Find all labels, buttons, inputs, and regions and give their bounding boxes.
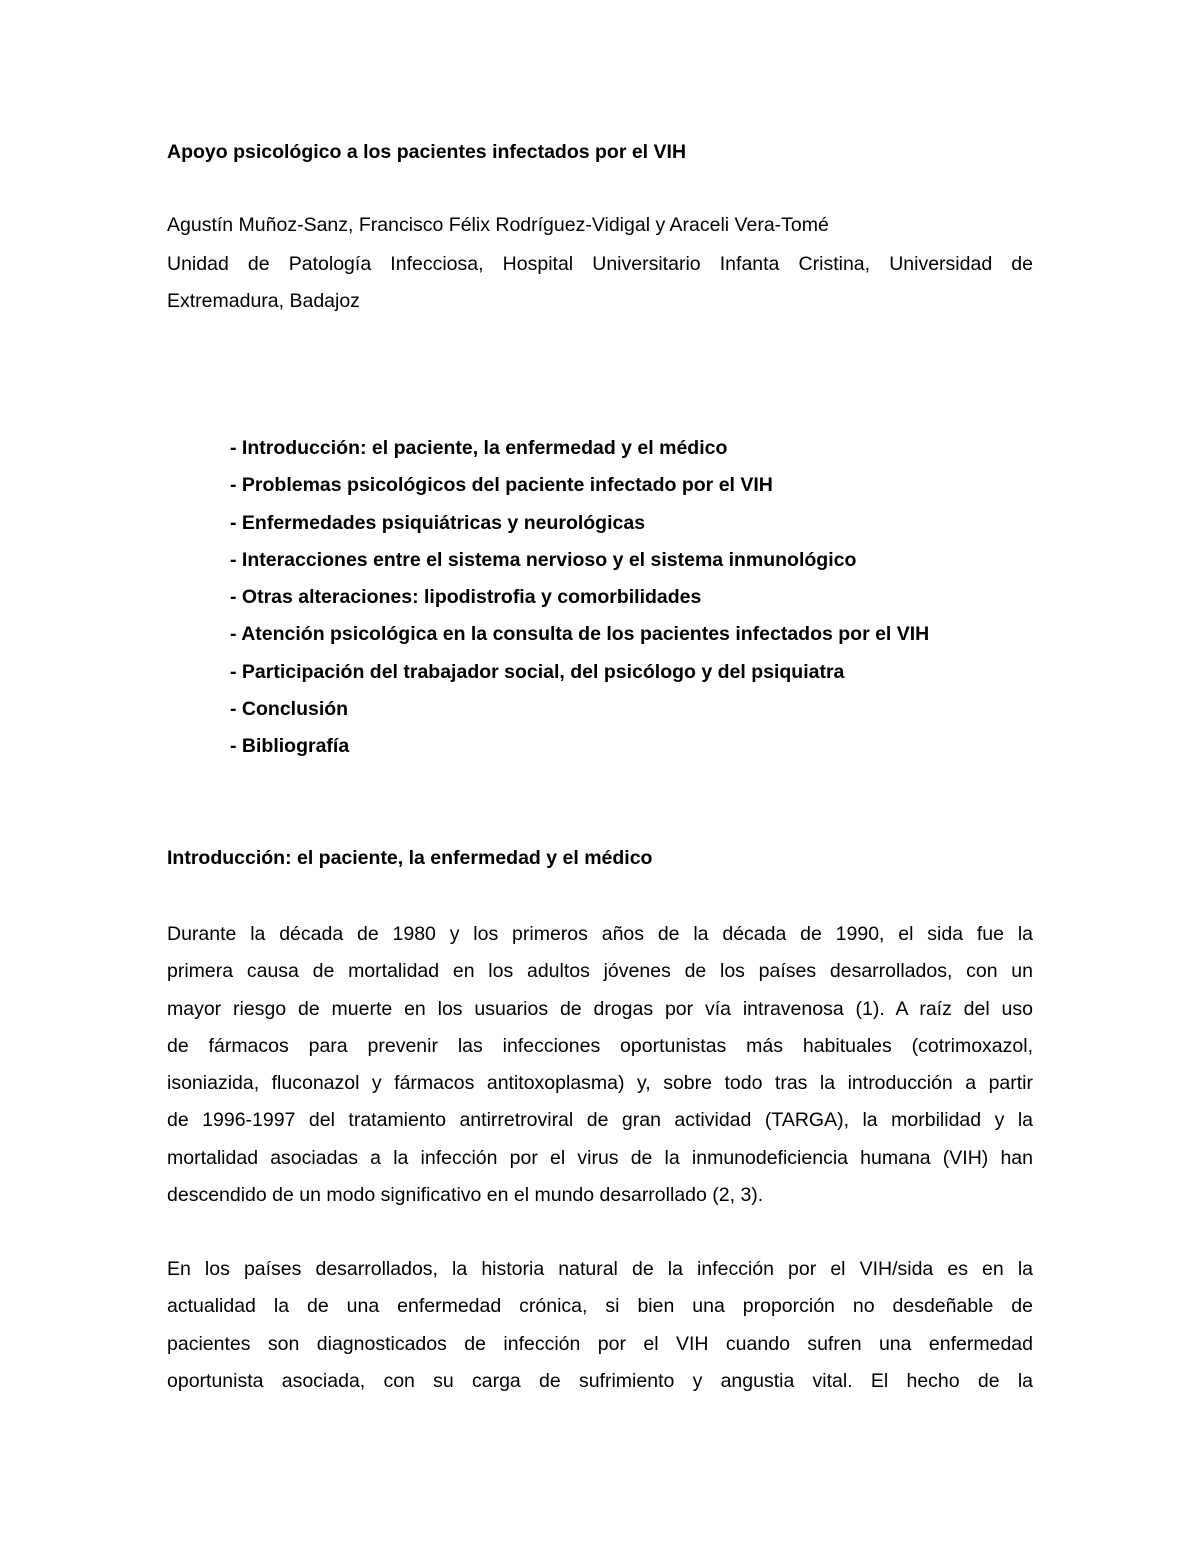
paragraph-line: mayor riesgo de muerte en los usuarios de drogas por vía intravenosa (1). A raíz del uso	[167, 997, 1033, 1020]
paragraph-line: Durante la década de 1980 y los primeros años de la década de 1990, el sida fue la	[167, 923, 1033, 945]
paragraph-line: isoniazida, fluconazol y fármacos antitoxoplasma) y, sobre todo tras la introducción a partir	[167, 1072, 1033, 1095]
paragraph-line: actualidad la de una enfermedad crónica, si bien una proporción no desdeñable de	[167, 1295, 1033, 1318]
toc-item-conclusion: - Conclusión	[230, 698, 349, 721]
author-list: Agustín Muñoz-Sanz, Francisco Félix Rodríguez-Vidigal y Araceli Vera-Tomé	[167, 214, 829, 236]
paragraph-line: pacientes son diagnosticados de infección por el VIH cuando sufren una enfermedad	[167, 1332, 1033, 1355]
affiliation-line-2: Extremadura, Badajoz	[167, 290, 360, 312]
affiliation-text-1: Unidad de Patología Infecciosa, Hospital Universitario Infanta Cristina, Universidad de	[167, 253, 1033, 275]
paragraph-line: oportunista asociada, con su carga de sufrimiento y angustia vital. El hecho de la	[167, 1369, 1033, 1392]
section-heading: Introducción: el paciente, la enfermedad y el médico	[167, 847, 653, 869]
paragraph-line: primera causa de mortalidad en los adultos jóvenes de los países desarrollados, con un	[167, 960, 1033, 983]
paragraph-intro-1	[167, 922, 1033, 1220]
paragraph-intro-2	[167, 1257, 1033, 1406]
toc-item-introduccion: - Introducción: el paciente, la enfermedad y el médico	[230, 437, 728, 459]
affiliation-line-1	[167, 252, 1033, 276]
toc-item-enfermedades-psiquiatricas: - Enfermedades psiquiátricas y neurológicas	[230, 511, 646, 534]
paragraph-line: de 1996-1997 del tratamiento antirretroviral de gran actividad (TARGA), la morbilidad y la	[167, 1109, 1033, 1132]
toc-item-otras-alteraciones: - Otras alteraciones: lipodistrofia y comorbilidades	[230, 586, 702, 609]
toc-item-problemas-psicologicos: - Problemas psicológicos del paciente infectado por el VIH	[230, 474, 773, 497]
table-of-contents	[230, 436, 929, 772]
paragraph-line: de fármacos para prevenir las infecciones oportunistas más habituales (cotrimoxazol,	[167, 1034, 1033, 1057]
paragraph-line: En los países desarrollados, la historia natural de la infección por el VIH/sida es en la	[167, 1258, 1033, 1280]
paragraph-line: mortalidad asociadas a la infección por el virus de la inmunodeficiencia humana (VIH) han	[167, 1146, 1033, 1169]
toc-item-atencion-psicologica: - Atención psicológica en la consulta de los pacientes infectados por el VIH	[230, 623, 930, 646]
paragraph-line: descendido de un modo significativo en el mundo desarrollado (2, 3).	[167, 1184, 764, 1207]
paper-title: Apoyo psicológico a los pacientes infectados por el VIH	[167, 141, 687, 163]
toc-item-participacion: - Participación del trabajador social, del psicólogo y del psiquiatra	[230, 660, 845, 683]
toc-item-interacciones: - Interacciones entre el sistema nervioso y el sistema inmunológico	[230, 548, 857, 571]
toc-item-bibliografia: - Bibliografía	[230, 735, 350, 758]
